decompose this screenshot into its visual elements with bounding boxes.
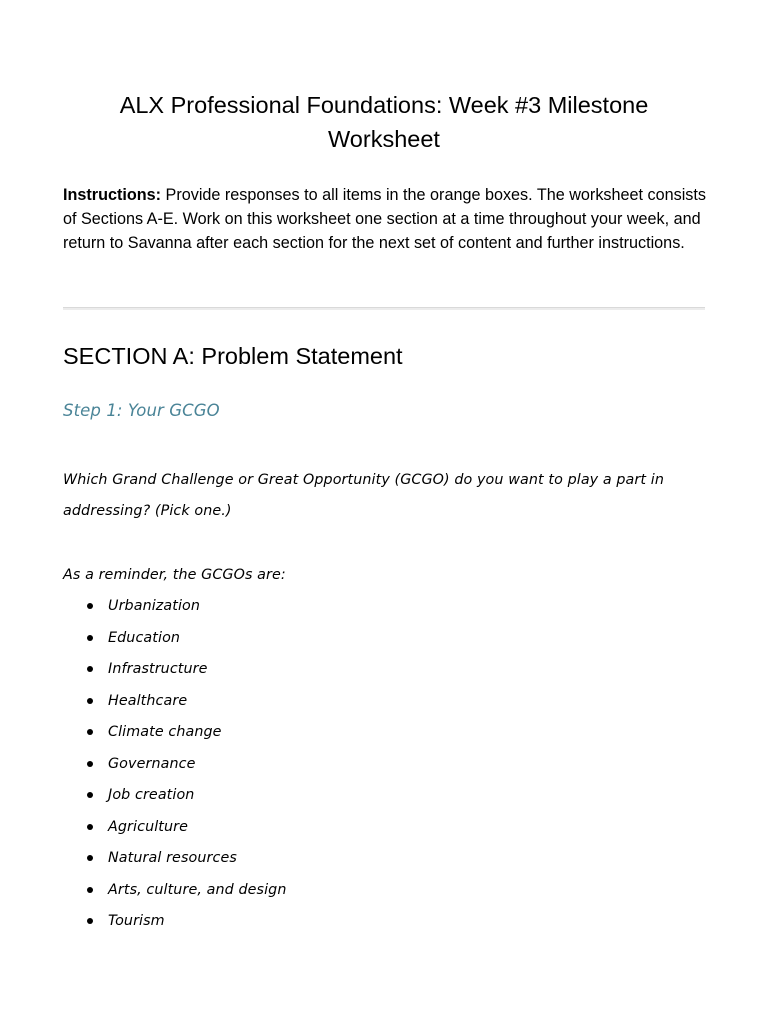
list-item-label: Natural resources <box>108 850 237 866</box>
bullet-icon <box>87 824 93 830</box>
list-item-label: Urbanization <box>108 598 201 614</box>
list-item-label: Infrastructure <box>108 661 208 677</box>
list-item <box>63 718 287 750</box>
list-item-label: Healthcare <box>108 692 188 709</box>
list-item-label: Climate change <box>108 724 222 740</box>
list-item-label: Education <box>108 629 181 646</box>
bullet-icon <box>87 698 93 704</box>
bullet-icon <box>87 887 93 893</box>
list-item <box>63 750 287 782</box>
list-item <box>63 687 287 719</box>
list-item <box>63 592 287 624</box>
instructions-label: Instructions: <box>63 186 162 204</box>
list-item <box>63 813 287 845</box>
list-item <box>63 781 287 813</box>
gcgo-list <box>63 592 287 939</box>
bullet-icon <box>87 729 93 735</box>
bullet-icon <box>87 792 93 798</box>
bullet-icon <box>87 855 93 861</box>
list-item-label: Arts, culture, and design <box>108 881 287 898</box>
bullet-icon <box>87 761 93 767</box>
list-item-label: Tourism <box>108 913 165 929</box>
bullet-icon <box>87 603 93 609</box>
gcgo-reminder: As a reminder, the GCGOs are: <box>63 567 286 583</box>
bullet-icon <box>87 635 93 641</box>
document-title-line-2: Worksheet <box>328 126 440 152</box>
instructions-paragraph <box>63 183 713 255</box>
list-item <box>63 624 287 656</box>
list-item <box>63 655 287 687</box>
list-item <box>63 876 287 908</box>
section-divider <box>63 307 705 310</box>
list-item-label: Job creation <box>108 787 195 803</box>
bullet-icon <box>87 666 93 672</box>
gcgo-question: Which Grand Challenge or Great Opportunity (GCGO) do you want to play a part in addressing? (Pick one.) <box>63 472 664 519</box>
list-item <box>63 907 287 939</box>
list-item <box>63 844 287 876</box>
section-heading: SECTION A: Problem Statement <box>63 343 403 369</box>
list-item-label: Agriculture <box>108 818 189 835</box>
document-title <box>64 88 704 156</box>
document-title-line-1: ALX Professional Foundations: Week #3 Milestone <box>119 92 649 118</box>
instructions-text: Provide responses to all items in the orange boxes. The worksheet consists of Sections A-E. Work on this worksheet one section at a time throughout your week, and return to Savanna after each section for the next set of content and further instructions. <box>63 186 706 252</box>
step-heading: Step 1: Your GCGO <box>63 401 220 420</box>
list-item-label: Governance <box>108 755 196 772</box>
bullet-icon <box>87 918 93 924</box>
